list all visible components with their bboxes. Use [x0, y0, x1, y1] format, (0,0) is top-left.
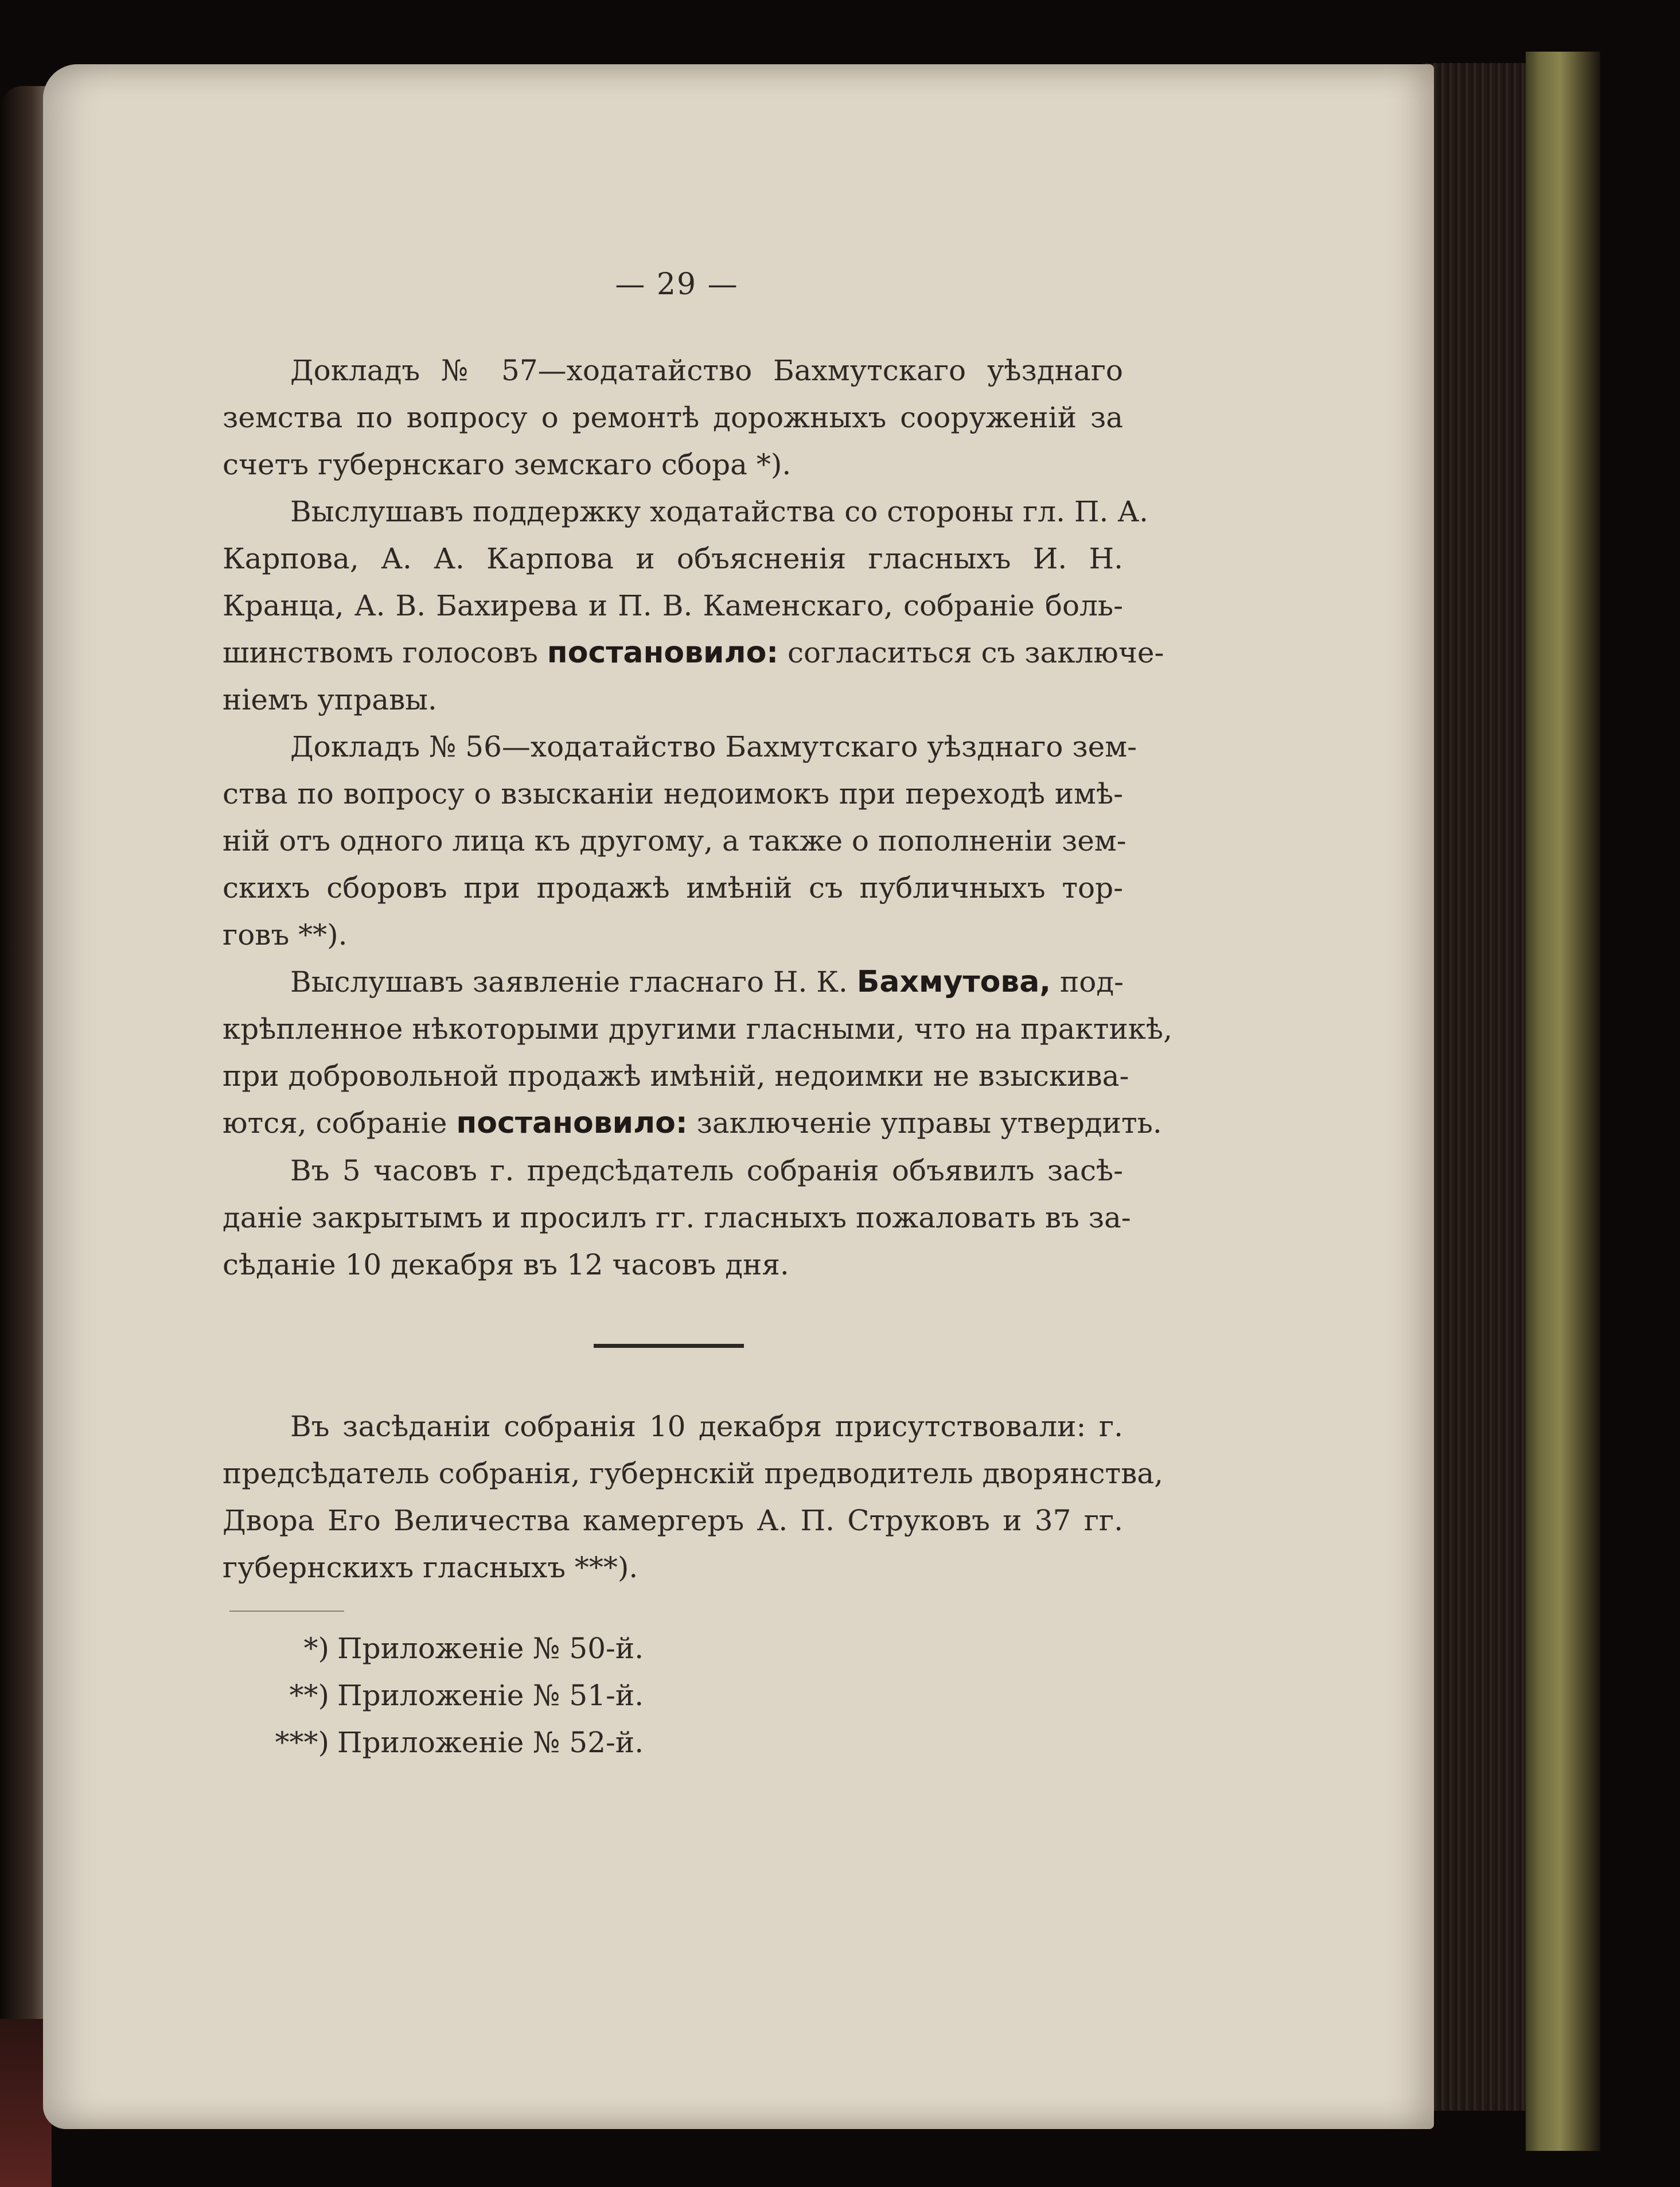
- resolution-word: постановило:: [547, 636, 779, 670]
- text-line: Двора Его Величества камергеръ А. П. Струковъ и 37 гг.: [223, 1504, 1123, 1537]
- text-line: [223, 1100, 1162, 1147]
- text-line: [223, 958, 1123, 1005]
- footnote-mark: **): [289, 1679, 329, 1712]
- text-line: губернскихъ гласныхъ ***).: [223, 1551, 638, 1584]
- page-number: — 29 —: [615, 267, 739, 302]
- text-fragment: заключеніе управы утвердить.: [696, 1106, 1162, 1140]
- footnote: [226, 1719, 644, 1766]
- text-line: Карпова, А. А. Карпова и объясненія гласныхъ И. Н.: [223, 542, 1123, 575]
- text-line: ній отъ одного лица къ другому, а также о пополненіи зем-: [223, 824, 1127, 857]
- text-fragment: Выслушавъ заявленіе гласнаго Н. К.: [290, 965, 848, 999]
- book-cover-edge: [1526, 52, 1600, 2151]
- paragraph-decision-57: [223, 488, 1164, 723]
- paragraph-session-close: [223, 1147, 1131, 1288]
- resolution-word: постановило:: [456, 1106, 688, 1140]
- text-line: скихъ сборовъ при продажѣ имѣній съ публичныхъ тор-: [223, 871, 1123, 905]
- text-line: говъ **).: [223, 918, 348, 952]
- text-fragment: ются, собраніе: [223, 1106, 447, 1140]
- footnote-mark: ***): [275, 1726, 329, 1759]
- text-line: [223, 629, 1164, 676]
- paragraph-decision-56: [223, 958, 1172, 1147]
- text-fragment: согласиться съ заключе-: [788, 636, 1164, 669]
- text-line: предсѣдатель собранія, губернскій предводитель дворянства,: [223, 1457, 1163, 1490]
- footnote-mark: *): [303, 1632, 329, 1665]
- text-line: счетъ губернскаго земскаго сбора *).: [223, 448, 792, 481]
- text-line: даніе закрытымъ и просилъ гг. гласныхъ пожаловать въ за-: [223, 1201, 1131, 1234]
- text-line: Въ 5 часовъ г. предсѣдатель собранія объявилъ засѣ-: [290, 1154, 1123, 1187]
- text-line: крѣпленное нѣкоторыми другими гласными, что на практикѣ,: [223, 1012, 1172, 1046]
- text-line: Въ засѣданіи собранія 10 декабря присутствовали: г.: [290, 1410, 1123, 1443]
- footnote-text: Приложеніе № 52-й.: [337, 1726, 644, 1759]
- footnote-text: Приложеніе № 50-й.: [337, 1632, 644, 1665]
- text-line: ніемъ управы.: [223, 683, 437, 716]
- footnote-separator: [229, 1611, 344, 1612]
- highlighted-name: Бахмутова,: [856, 965, 1051, 999]
- text-line: земства по вопросу о ремонтѣ дорожныхъ сооруженій за: [223, 401, 1123, 434]
- paragraph-report-57: [223, 347, 1123, 488]
- text-line: Докладъ № 56—ходатайство Бахмутскаго уѣзднаго зем-: [290, 730, 1137, 763]
- footnote-text: Приложеніе № 51-й.: [337, 1679, 644, 1712]
- paragraph-report-56: [223, 723, 1137, 958]
- footnote: [226, 1672, 644, 1719]
- text-line: сѣданіе 10 декабря въ 12 часовъ дня.: [223, 1248, 789, 1281]
- text-line: Выслушавъ поддержку ходатайства со стороны гл. П. А.: [290, 495, 1149, 528]
- text-fragment: шинствомъ голосовъ: [223, 636, 538, 669]
- text-line: ства по вопросу о взысканіи недоимокъ при переходѣ имѣ-: [223, 777, 1123, 810]
- footnote: [226, 1625, 644, 1672]
- text-fragment: под-: [1059, 965, 1124, 999]
- text-line: при добровольной продажѣ имѣній, недоимки не взыскива-: [223, 1059, 1129, 1093]
- text-line: Кранца, А. В. Бахирева и П. В. Каменскаго, собраніе боль-: [223, 589, 1123, 622]
- paragraph-attendance: [223, 1403, 1163, 1591]
- section-divider: [594, 1344, 744, 1348]
- text-line: Докладъ № 57—ходатайство Бахмутскаго уѣзднаго: [290, 354, 1123, 387]
